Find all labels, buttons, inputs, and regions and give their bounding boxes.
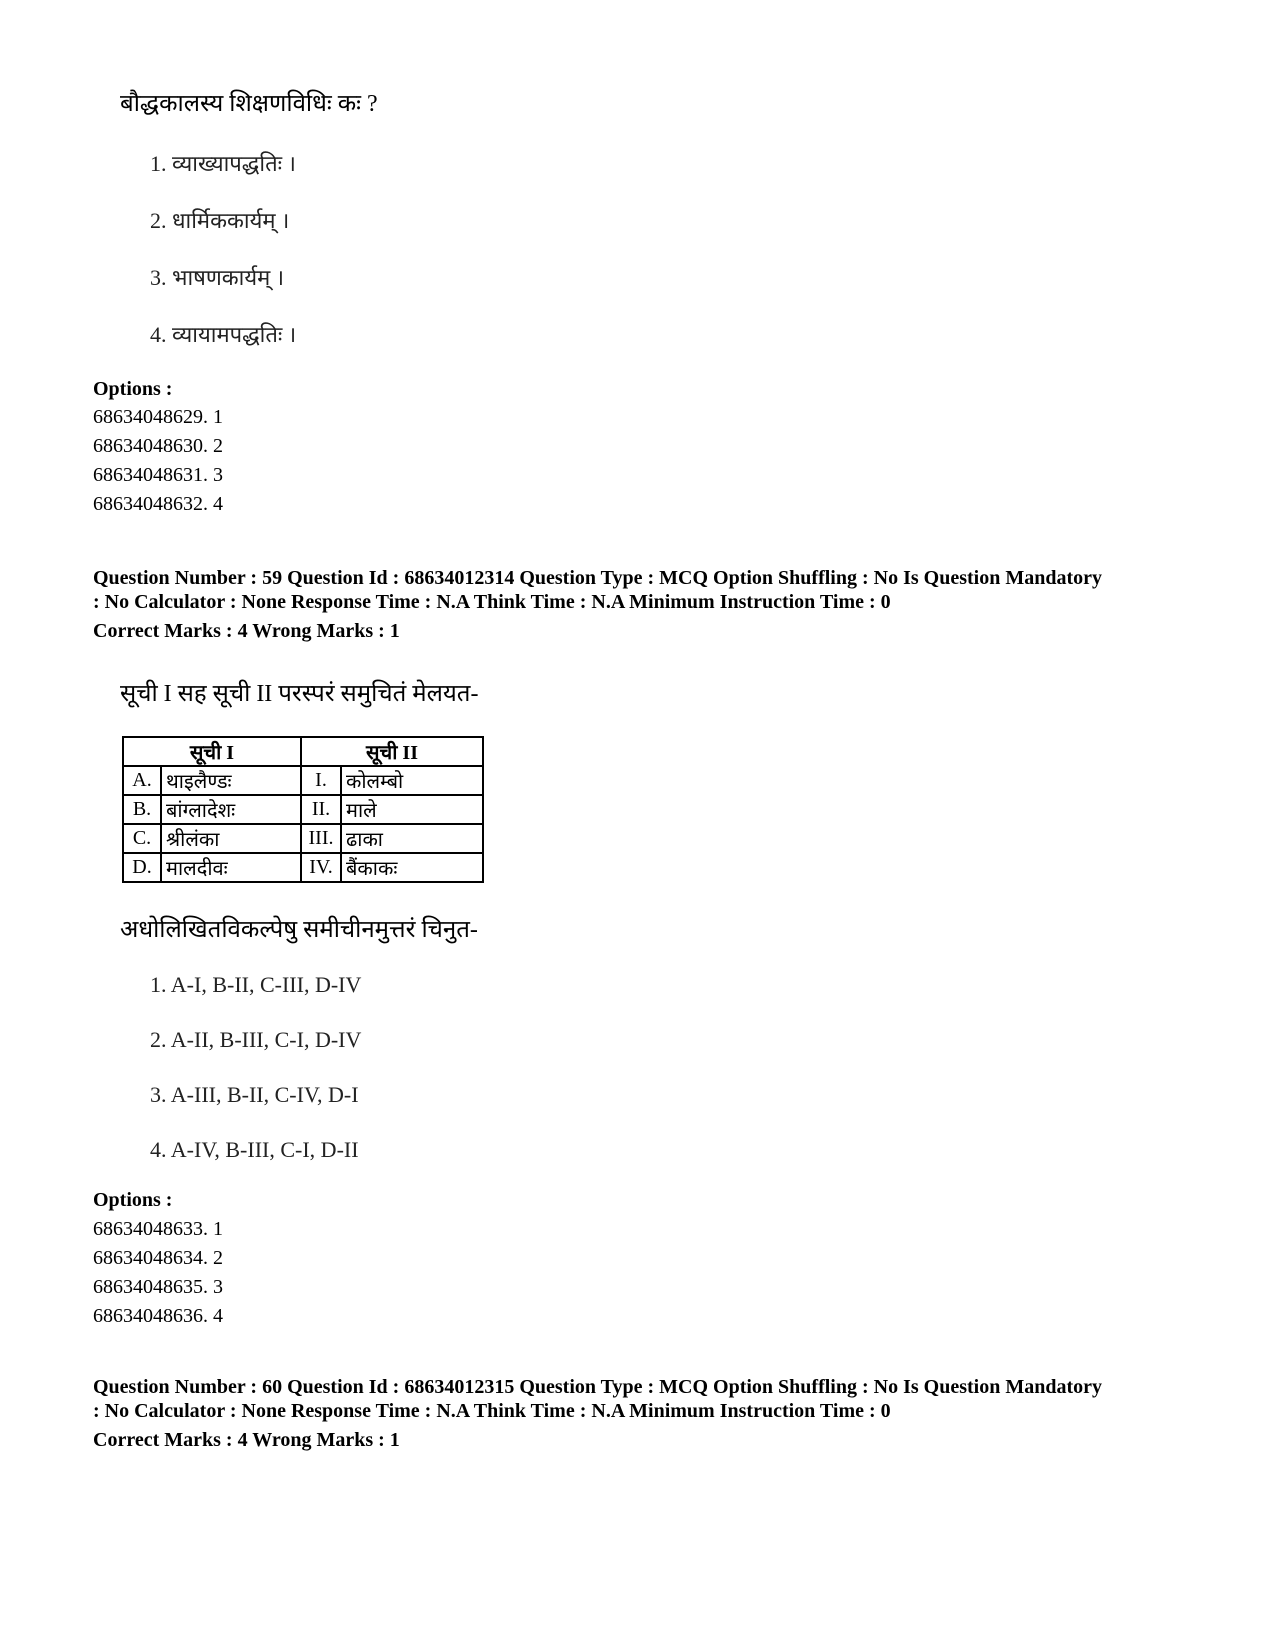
row-key: A. bbox=[123, 766, 161, 795]
q59-choice-3: 3. A-III, B-II, C-IV, D-I bbox=[150, 1082, 359, 1107]
row-value: मालदीवः bbox=[161, 853, 301, 882]
q59-meta bbox=[93, 566, 1213, 614]
row-key: B. bbox=[123, 795, 161, 824]
table-header-list2: सूची II bbox=[301, 737, 483, 766]
row-right-key: II. bbox=[301, 795, 341, 824]
row-value: बांग्लादेशः bbox=[161, 795, 301, 824]
q59-instruction: अधोलिखितविकल्पेषु समीचीनमुत्तरं चिनुत- bbox=[120, 917, 478, 943]
q58-option-4: 68634048632. 4 bbox=[93, 493, 223, 515]
row-value: श्रीलंका bbox=[161, 824, 301, 853]
table-header-list1: सूची I bbox=[123, 737, 301, 766]
q60-meta-line2: : No Calculator : None Response Time : N.A Think Time : N.A Minimum Instruction Time : 0 bbox=[93, 1400, 891, 1422]
q59-meta-line1: Question Number : 59 Question Id : 68634012314 Question Type : MCQ Option Shuffling : No Is Question Mandatory bbox=[93, 567, 1102, 589]
q58-option-1: 68634048629. 1 bbox=[93, 406, 223, 428]
q59-option-3: 68634048635. 3 bbox=[93, 1276, 223, 1298]
q58-option-3: 68634048631. 3 bbox=[93, 464, 223, 486]
row-key: C. bbox=[123, 824, 161, 853]
q59-choice-2: 2. A-II, B-III, C-I, D-IV bbox=[150, 1027, 362, 1052]
q58-options-label: Options : bbox=[93, 378, 173, 400]
q58-option-2: 68634048630. 2 bbox=[93, 435, 223, 457]
q59-meta-line2: : No Calculator : None Response Time : N.A Think Time : N.A Minimum Instruction Time : 0 bbox=[93, 591, 891, 613]
q58-choice-4: 4. व्यायामपद्धतिः । bbox=[150, 322, 297, 347]
match-table bbox=[122, 736, 484, 883]
row-right-key: IV. bbox=[301, 853, 341, 882]
table-row bbox=[123, 795, 483, 824]
row-right-value: माले bbox=[341, 795, 483, 824]
q58-choice-3: 3. भाषणकार्यम् । bbox=[150, 265, 285, 290]
row-right-value: कोलम्बो bbox=[341, 766, 483, 795]
q59-option-2: 68634048634. 2 bbox=[93, 1247, 223, 1269]
q60-marks: Correct Marks : 4 Wrong Marks : 1 bbox=[93, 1429, 400, 1451]
q59-stem: सूची I सह सूची II परस्परं समुचितं मेलयत- bbox=[120, 681, 479, 707]
q58-stem: बौद्धकालस्य शिक्षणविधिः कः ? bbox=[120, 91, 378, 117]
q59-option-1: 68634048633. 1 bbox=[93, 1218, 223, 1240]
q58-choice-1: 1. व्याख्यापद्धतिः । bbox=[150, 151, 296, 176]
row-key: D. bbox=[123, 853, 161, 882]
q60-meta-line1: Question Number : 60 Question Id : 68634012315 Question Type : MCQ Option Shuffling : No Is Question Mandatory bbox=[93, 1376, 1102, 1398]
row-right-value: ढाका bbox=[341, 824, 483, 853]
q59-options-label: Options : bbox=[93, 1189, 173, 1211]
q60-meta bbox=[93, 1375, 1213, 1423]
q59-option-4: 68634048636. 4 bbox=[93, 1305, 223, 1327]
q59-choice-1: 1. A-I, B-II, C-III, D-IV bbox=[150, 972, 362, 997]
table-row bbox=[123, 824, 483, 853]
q59-marks: Correct Marks : 4 Wrong Marks : 1 bbox=[93, 620, 400, 642]
table-row bbox=[123, 853, 483, 882]
q58-choice-2: 2. धार्मिककार्यम् । bbox=[150, 208, 290, 233]
row-right-value: बैंकाकः bbox=[341, 853, 483, 882]
row-right-key: I. bbox=[301, 766, 341, 795]
table-row bbox=[123, 766, 483, 795]
q59-choice-4: 4. A-IV, B-III, C-I, D-II bbox=[150, 1137, 359, 1162]
row-right-key: III. bbox=[301, 824, 341, 853]
row-value: थाइलैण्डः bbox=[161, 766, 301, 795]
